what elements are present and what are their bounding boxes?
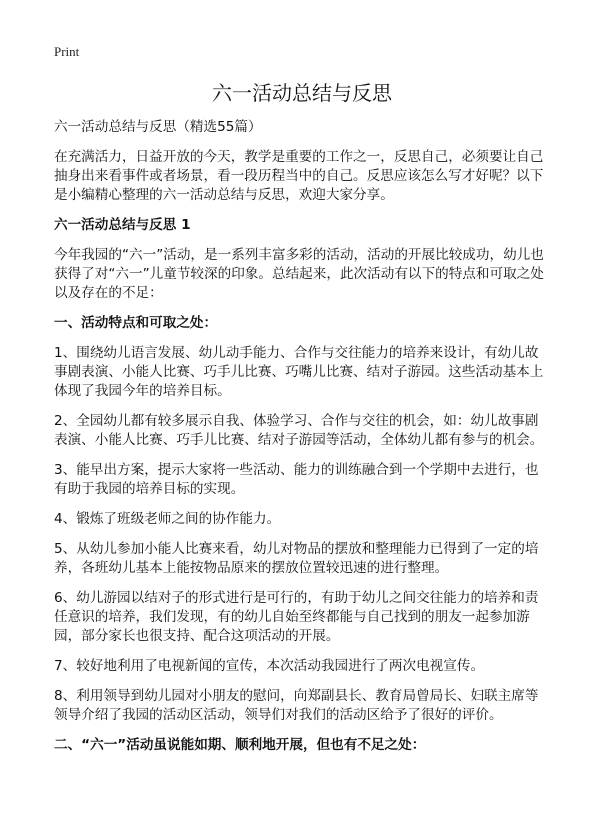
paragraph: 六一活动总结与反思（精选55篇）	[54, 119, 262, 135]
paragraph: 1、围绕幼儿语言发展、幼儿动手能力、合作与交往能力的培养来设计，有幼儿故事剧表演、小能人比赛、巧手儿比赛、巧嘴儿比赛、结对子游园。这些活动基本上体现了我园今年的培养目标。	[54, 345, 544, 399]
section-heading: 二、“六一”活动虽说能如期、顺利地开展，但也有不足之处：	[54, 737, 426, 753]
paragraph: 4、锻炼了班级老师之间的协作能力。	[54, 511, 281, 527]
paragraph-list	[54, 118, 550, 755]
paragraph: 3、能早出方案，提示大家将一些活动、能力的训练融合到一个学期中去进行，也有助于我园的培养目标的实现。	[54, 462, 539, 497]
paragraph: 2、全园幼儿都有较多展示自我、体验学习、合作与交往的机会，如：幼儿故事剧表演、小能人比赛、巧手儿比赛、结对子游园等活动，全体幼儿都有参与的机会。	[54, 413, 544, 448]
paragraph: 5、从幼儿参加小能人比赛来看，幼儿对物品的摆放和整理能力已得到了一定的培养，各班幼儿基本上能按物品原来的摆放位置较迅速的进行整理。	[54, 541, 539, 576]
paragraph: 6、幼儿游园以结对子的形式进行是可行的，有助于幼儿之间交往能力的培养和责任意识的培养，我们发现，有的幼儿自始至终都能与自己找到的朋友一起参加游园，部分家长也很支持、配合这项活动的开展。	[54, 590, 539, 644]
document-body	[54, 80, 550, 766]
paragraph: 7、较好地利用了电视新闻的宣传，本次活动我园进行了两次电视宣传。	[54, 658, 485, 674]
paragraph: 今年我园的“六一”活动，是一系列丰富多彩的活动，活动的开展比较成功，幼儿也获得了对“六一”儿童节较深的印象。总结起来，此次活动有以下的特点和可取之处以及存在的不足：	[54, 247, 544, 301]
print-link[interactable]: Print	[54, 44, 80, 59]
document-title: 六一活动总结与反思	[212, 81, 392, 105]
section-heading: 六一活动总结与反思 1	[54, 217, 191, 233]
paragraph: 在充满活力，日益开放的今天，教学是重要的工作之一，反思自己，必须要让自己抽身出来看事件或者场景，看一段历程当中的自己。反思应该怎么写才好呢？以下是小编精心整理的六一活动总结与反思，欢迎大家分享。	[54, 149, 544, 203]
section-heading: 一、活动特点和可取之处：	[54, 315, 218, 331]
paragraph: 8、利用领导到幼儿园对小朋友的慰问，向郑副县长、教育局曾局长、妇联主席等领导介绍了我园的活动区活动，领导们对我们的活动区给予了很好的评价。	[54, 688, 539, 723]
